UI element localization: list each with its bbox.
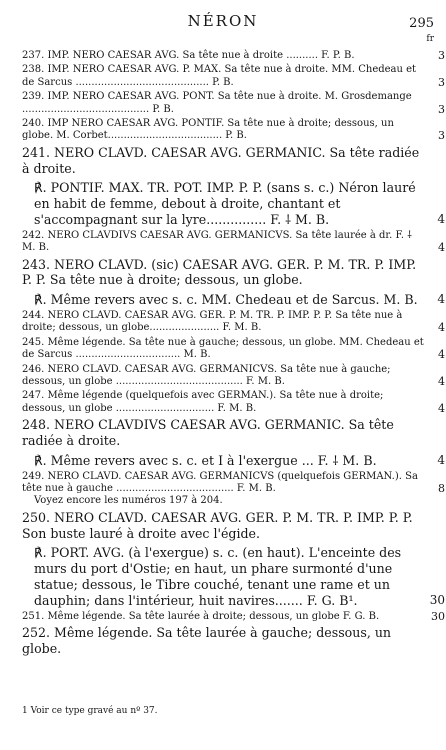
entry-value: 4 xyxy=(437,452,445,467)
entry-text: 243. NERO CLAVD. (sic) CAESAR AVG. GER. P. M. TR. P. IMP. P. P. Sa tête nue à droite; dessous, un globe. xyxy=(22,256,417,288)
entry-text: 248. NERO CLAVDIVS CAESAR AVG. GERMANIC. Sa tête radiée à droite. xyxy=(22,417,394,449)
entry-value: 4 xyxy=(438,401,445,415)
entry-text: ℟. PORT. AVG. (à l'exergue) s. c. (en haut). L'enceinte des murs du port d'Ostie; en haut, un phare surmonté d'une statue; dessous, le Tibre couché, tenant une rame et un dauphin; dans l'intérieur, huit navires....... F. G. B¹. xyxy=(34,545,402,608)
page-number: 295 xyxy=(409,16,434,31)
entry-243-reverse xyxy=(22,292,445,308)
entry-value: 4 xyxy=(438,241,445,255)
entry-243 xyxy=(22,257,427,289)
entry-text: ℟. Même revers avec s. c. et I à l'exergue ... F. ⸸ M. B. xyxy=(34,452,377,468)
entry-value: 4 xyxy=(438,321,445,335)
entry-248 xyxy=(22,417,427,449)
entry-238 xyxy=(22,64,445,89)
catalogue-entries xyxy=(22,49,445,657)
entry-244 xyxy=(22,310,445,335)
entry-value: 4 xyxy=(437,292,445,307)
entry-value: 30 xyxy=(429,592,445,607)
entry-text: 246. NERO CLAVD. CAESAR AVG. GERMANICVS. Sa tête nue à gauche; dessous, un globe ........................................ F. M. B. xyxy=(22,363,391,388)
entry-text: 237. IMP. NERO CAESAR AVG. Sa tête nue à droite .......... F. P. B. xyxy=(22,50,355,61)
entry-text: 238. IMP. NERO CAESAR AVG. P. MAX. Sa tête nue à droite. MM. Chedeau et de Sarcus .......................................... P. B. xyxy=(22,64,417,88)
entry-value: 3 xyxy=(438,75,445,89)
entry-239 xyxy=(22,91,445,116)
entry-text: 247. Même légende (quelquefois avec GERMAN.). Sa tête nue à droite; dessous, un globe ............................... F. M. B. xyxy=(22,390,384,414)
entry-value: 4 xyxy=(437,212,445,227)
value-column-head: fr xyxy=(426,34,434,44)
cross-reference-note xyxy=(22,495,427,507)
entry-value: 3 xyxy=(438,49,445,62)
entry-252 xyxy=(22,625,427,657)
page-title: NÉRON xyxy=(187,12,259,30)
entry-value: 4 xyxy=(438,348,445,362)
entry-text: Voyez encore les numéros 197 à 204. xyxy=(34,495,223,507)
entry-text: 252. Même légende. Sa tête laurée à gauche; dessous, un globe. xyxy=(22,625,392,656)
entry-text: 251. Même légende. Sa tête laurée à droite; dessous, un globe F. G. B. xyxy=(22,610,380,622)
entry-250-reverse xyxy=(22,545,445,608)
entry-value: 8 xyxy=(438,482,445,496)
entry-value: 3 xyxy=(438,102,445,116)
page-header xyxy=(0,8,446,44)
entry-240 xyxy=(22,118,445,143)
entry-text: 241. NERO CLAVD. CAESAR AVG. GERMANIC. Sa tête radiée à droite. xyxy=(22,144,420,176)
entry-text: 240. IMP NERO CAESAR AVG. PONTIF. Sa tête nue à droite; dessous, un globe. M. Corbet.................................... P. B. xyxy=(22,118,394,142)
entry-text: ℟. PONTIF. MAX. TR. POT. IMP. P. P. (sans s. c.) Néron lauré en habit de femme, debout à droite, chantant et s'accompagnant sur la lyre............... F. ⸸ M. B. xyxy=(34,180,416,228)
entry-value: 3 xyxy=(438,129,445,143)
entry-text: ℟. Même revers avec s. c. MM. Chedeau et de Sarcus. M. B. xyxy=(34,292,418,308)
entry-text: 249. NERO CLAVD. CAESAR AVG. GERMANICVS (quelquefois GERMAN.). Sa tête nue à gauche ..................................... F. M. B. xyxy=(22,470,418,495)
entry-250 xyxy=(22,510,427,542)
entry-248-reverse xyxy=(22,452,445,469)
entry-text: 250. NERO CLAVD. CAESAR AVG. GER. P. M. TR. P. IMP. P. P. Son buste lauré à droite avec l'égide. xyxy=(22,509,413,541)
entry-value: 4 xyxy=(438,375,445,389)
entry-251 xyxy=(22,609,445,623)
entry-text: 245. Même légende. Sa tête nue à gauche; dessous, un globe. MM. Chedeau et de Sarcus ................................. M. B. xyxy=(22,336,424,361)
entry-237 xyxy=(22,49,445,62)
entry-242 xyxy=(22,229,445,255)
entry-text: 239. IMP. NERO CAESAR AVG. PONT. Sa tête nue à droite. M. Grosdemange ........................................ P. B. xyxy=(22,91,412,115)
entry-249 xyxy=(22,470,445,496)
entry-245 xyxy=(22,336,445,362)
entry-text: 242. NERO CLAVDIVS CAESAR AVG. GERMANICVS. Sa tête laurée à dr. F. ⸸ M. B. xyxy=(22,229,412,254)
entry-241 xyxy=(22,145,427,177)
entry-246 xyxy=(22,363,445,389)
footnote: 1 Voir ce type gravé au nº 37. xyxy=(22,706,158,716)
entry-value: 30 xyxy=(431,609,445,623)
entry-text: 244. NERO CLAVD. CAESAR AVG. GER. P. M. TR. P. IMP. P. P. Sa tête nue à droite; dessous, un globe...................... F. M. B. xyxy=(22,310,403,334)
entry-247 xyxy=(22,390,445,415)
entry-241-reverse xyxy=(22,180,445,228)
